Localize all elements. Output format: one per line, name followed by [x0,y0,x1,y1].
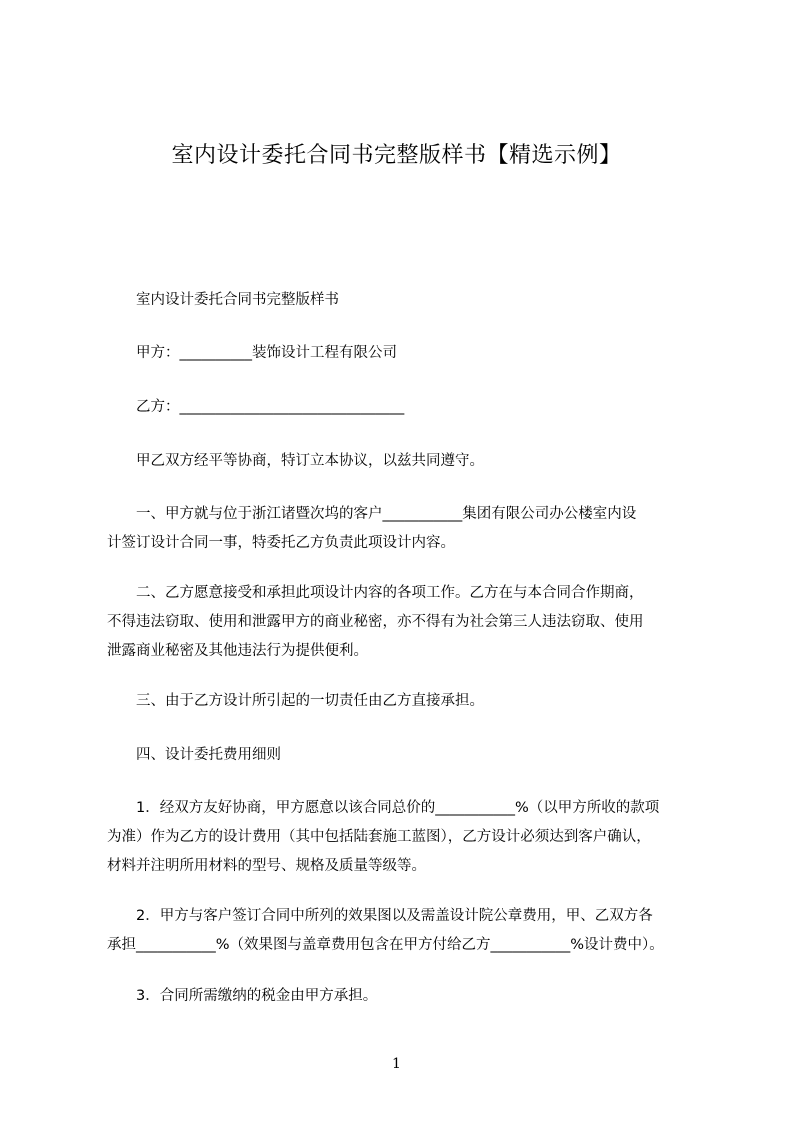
paragraph-line: 材料并注明所用材料的型号、规格及质量等级等。 [107,858,426,874]
clause-4-2-paragraph [107,902,712,960]
page-number: 1 [392,1056,401,1072]
clause-4-3-paragraph [107,982,712,1011]
party-a-paragraph [107,339,712,368]
document-title: 室内设计委托合同书完整版样书【精选示例】 [171,143,622,168]
party-b-paragraph [107,393,712,422]
paragraph-line: 三、由于乙方设计所引起的一切责任由乙方直接承担。 [136,693,484,709]
clause-2-paragraph [107,579,712,666]
paragraph-line: 室内设计委托合同书完整版样书 [136,292,339,308]
paragraph-line: 承担___________%（效果图与盖章费用包含在甲方付给乙方___________%设计费中）。 [107,937,664,953]
paragraph-line: 3．合同所需缴纳的税金由甲方承担。 [136,988,378,1004]
subtitle-paragraph [107,286,712,315]
paragraph-line: 甲乙双方经平等协商，特订立本协议，以兹共同遵守。 [136,453,484,469]
paragraph-line: 为准）作为乙方的设计费用（其中包括陆套施工蓝图），乙方设计必须达到客户确认， [107,829,651,845]
paragraph-line: 甲方：__________装饰设计工程有限公司 [136,345,397,361]
clause-4-1-paragraph [107,794,712,881]
clause-3-paragraph [107,687,712,716]
paragraph-line: 四、设计委托费用细则 [136,747,281,763]
paragraph-line: 2．甲方与客户签订合同中所列的效果图以及需盖设计院公章费用，甲、乙双方各 [136,908,653,924]
paragraph-line: 不得违法窃取、使用和泄露甲方的商业秘密，亦不得有为社会第三人违法窃取、使用 [107,614,644,630]
clause-1-paragraph [107,500,712,558]
clause-4-paragraph [107,741,712,770]
paragraph-line: 计签订设计合同一事，特委托乙方负责此项设计内容。 [107,535,455,551]
paragraph-line: 1．经双方友好协商，甲方愿意以该合同总价的___________%（以甲方所收的款项 [136,800,660,816]
preamble-paragraph [107,447,712,476]
paragraph-line: 二、乙方愿意接受和承担此项设计内容的各项工作。乙方在与本合同合作期商， [136,585,644,601]
paragraph-line: 一、甲方就与位于浙江诸暨次坞的客户___________集团有限公司办公楼室内设 [136,506,637,522]
paragraph-line: 泄露商业秘密及其他违法行为提供便利。 [107,643,368,659]
paragraph-line: 乙方：_______________________________ [136,399,405,415]
